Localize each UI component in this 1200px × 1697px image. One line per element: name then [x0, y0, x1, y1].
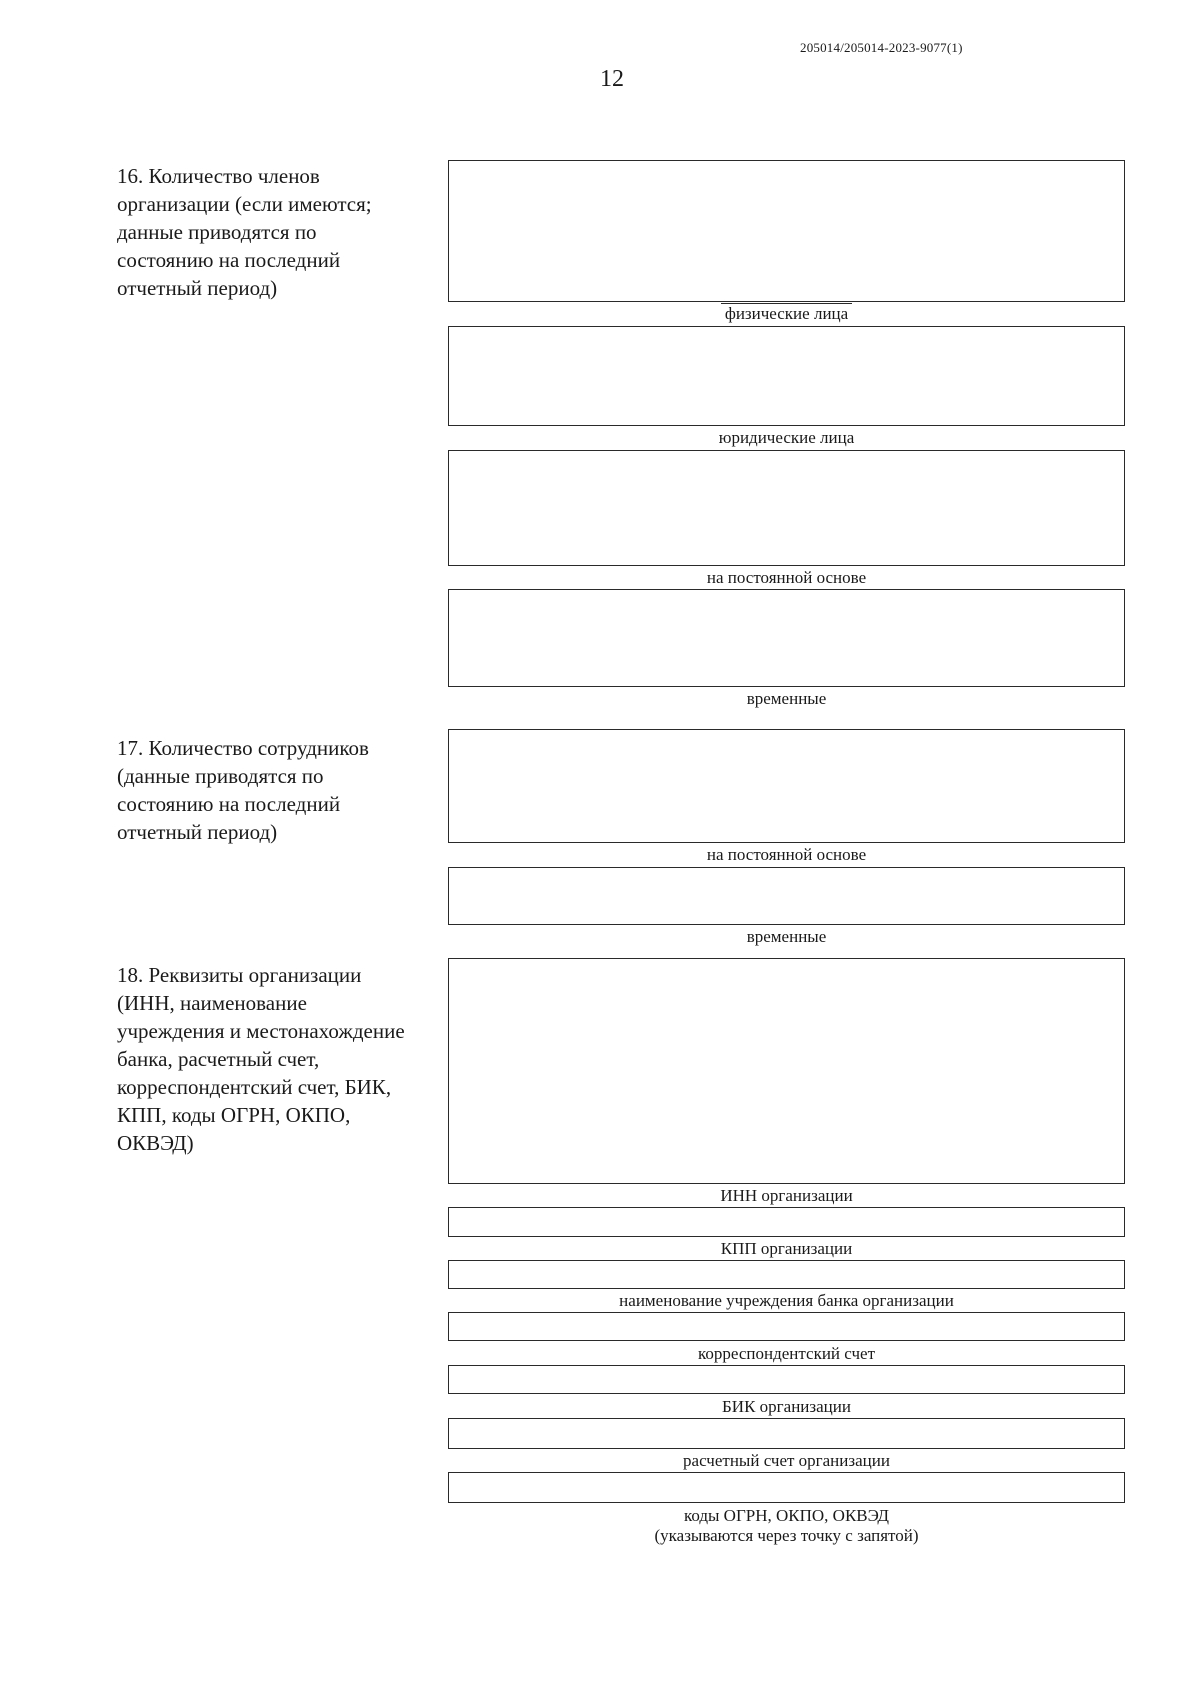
staff-permanent-caption: на постоянной основе — [706, 845, 867, 864]
codes-caption — [448, 1506, 1125, 1546]
members-legal-entities-caption: юридические лица — [718, 428, 855, 447]
document-id: 205014/205014-2023-9077(1) — [800, 40, 963, 55]
staff-total-field[interactable] — [448, 729, 1125, 843]
members-temporary-caption: временные — [746, 689, 827, 708]
bik-field[interactable] — [448, 1418, 1125, 1449]
members-total-field[interactable] — [448, 160, 1125, 302]
members-legal-entities-field[interactable] — [448, 450, 1125, 566]
section-16-label: 16. Количество членов организации (если имеются; данные приводятся по состоянию на последний отчетный период) — [117, 164, 372, 300]
members-permanent-caption: на постоянной основе — [706, 568, 867, 587]
settlement-account-caption: расчетный счет организации — [683, 1451, 890, 1470]
kpp-caption: КПП организации — [720, 1239, 853, 1258]
codes-caption-line: коды ОГРН, ОКПО, ОКВЭД — [683, 1506, 890, 1525]
bik-caption: БИК организации — [722, 1397, 851, 1416]
members-individuals-field[interactable] — [448, 326, 1125, 426]
requisites-field[interactable] — [448, 958, 1125, 1184]
corr-account-field[interactable] — [448, 1365, 1125, 1394]
settlement-account-field[interactable] — [448, 1472, 1125, 1503]
section-17-label: 17. Количество сотрудников (данные приводятся по состоянию на последний отчетный период) — [117, 736, 369, 844]
members-individuals-caption: физические лица — [448, 304, 1125, 324]
bank-name-field[interactable] — [448, 1312, 1125, 1341]
section-18-label: 18. Реквизиты организации (ИНН, наименование учреждения и местонахождение банка, расчетный счет, корреспондентский счет, БИК, КПП, коды ОГРН, ОКПО, ОКВЭД) — [117, 963, 405, 1155]
kpp-field[interactable] — [448, 1260, 1125, 1289]
staff-permanent-field[interactable] — [448, 867, 1125, 925]
bank-name-caption: наименование учреждения банка организации — [619, 1291, 954, 1310]
members-permanent-field[interactable] — [448, 589, 1125, 687]
codes-caption-note: (указываются через точку с запятой) — [654, 1526, 919, 1545]
inn-field[interactable] — [448, 1207, 1125, 1237]
page-number: 12 — [600, 66, 624, 92]
staff-temporary-caption: временные — [746, 927, 827, 946]
corr-account-caption: корреспондентский счет — [697, 1344, 875, 1363]
inn-caption: ИНН организации — [720, 1186, 853, 1205]
